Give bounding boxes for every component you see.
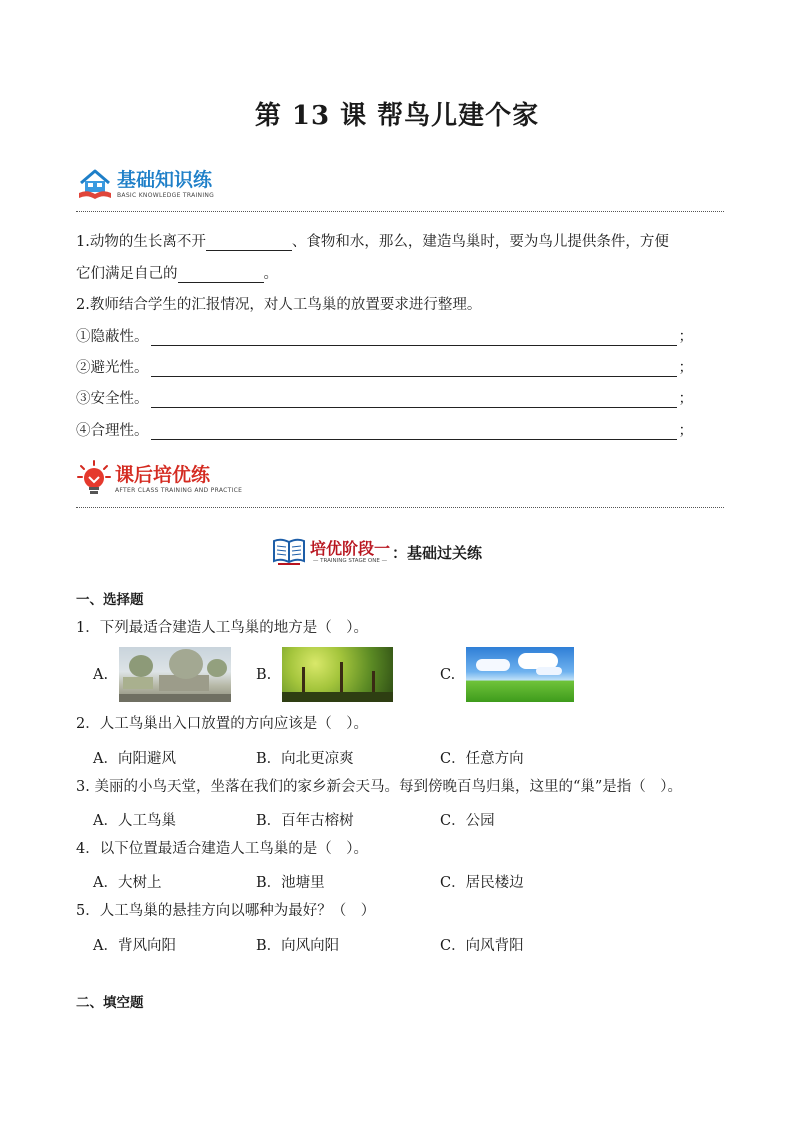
answer-line[interactable]: [151, 361, 677, 377]
option-c[interactable]: C.: [440, 667, 456, 683]
requirement-row: [76, 328, 693, 346]
requirement-row: [76, 422, 693, 440]
page-title: 第 13 课 帮鸟儿建个家: [254, 101, 540, 131]
mc-question-stem: 2．人工鸟巢出入口放置的方向应该是（ ）。: [76, 716, 368, 732]
q1-text-line2: 它们满足自己的: [76, 266, 178, 282]
stage-colon: ：: [392, 543, 408, 562]
option-c[interactable]: C．公园: [440, 813, 495, 829]
option-a[interactable]: A．人工鸟巢: [93, 813, 176, 829]
requirement-row: [76, 359, 693, 377]
requirement-row: [76, 390, 693, 408]
semicolon: ；: [678, 391, 693, 407]
basic-question-1-line2: [76, 265, 278, 283]
answer-blank[interactable]: [206, 235, 292, 251]
banner-subtitle: BASIC KNOWLEDGE TRAINING: [117, 191, 215, 199]
option-a[interactable]: A．大树上: [93, 875, 162, 891]
option-a[interactable]: A．向阳避风: [93, 751, 176, 767]
stage-title: 培优阶段一: [310, 539, 391, 558]
semicolon: ；: [678, 329, 693, 345]
stage-subtitle: — TRAINING STAGE ONE —: [312, 558, 388, 564]
answer-blank[interactable]: [178, 267, 264, 283]
mc-question-stem: 1．下列最适合建造人工鸟巢的地方是（ ）。: [76, 620, 368, 636]
basic-knowledge-banner: [77, 168, 214, 200]
basic-question-1: [76, 233, 669, 251]
option-a[interactable]: A.: [93, 667, 109, 683]
option-b[interactable]: B．百年古榕树: [256, 813, 354, 829]
option-b[interactable]: B．池塘里: [256, 875, 325, 891]
mc-question-stem: 3. 美丽的小鸟天堂，坐落在我们的家乡新会天马。每到傍晚百鸟归巢，这里的“巢”是指（ ）。: [76, 779, 683, 795]
answer-line[interactable]: [151, 330, 677, 346]
banner-title: 课后培优练: [115, 463, 211, 486]
option-b[interactable]: B．向北更凉爽: [256, 751, 354, 767]
stage-label: 基础过关练: [407, 543, 483, 562]
answer-line[interactable]: [151, 424, 677, 440]
dotted-divider: [76, 507, 724, 508]
requirement-label: ④合理性。: [76, 423, 149, 439]
training-stage-header: [272, 537, 482, 567]
option-a-rooftop-trees-image[interactable]: [119, 647, 231, 702]
option-c[interactable]: C．居民楼边: [440, 875, 524, 891]
semicolon: ；: [678, 423, 693, 439]
basic-question-2: 2.教师结合学生的汇报情况，对人工鸟巢的放置要求进行整理。: [76, 297, 482, 313]
dotted-divider: [76, 211, 724, 212]
mc-question-stem: 4．以下位置最适合建造人工鸟巢的是（ ）。: [76, 841, 368, 857]
requirement-label: ②避光性。: [76, 360, 149, 376]
option-b[interactable]: B．向风向阳: [256, 938, 340, 954]
requirement-label: ①隐蔽性。: [76, 329, 149, 345]
answer-line[interactable]: [151, 392, 677, 408]
section-heading: 二、填空题: [76, 995, 144, 1011]
q1-text-part1: 1.动物的生长离不开: [76, 234, 206, 250]
q1-text-end: 。: [263, 266, 278, 282]
house-book-icon: [77, 168, 113, 200]
option-c[interactable]: C．任意方向: [440, 751, 524, 767]
option-a[interactable]: A．背风向阳: [93, 938, 176, 954]
option-b-forest-image[interactable]: [282, 647, 393, 702]
option-c[interactable]: C．向风背阳: [440, 938, 524, 954]
requirement-label: ③安全性。: [76, 391, 149, 407]
after-class-banner: [77, 460, 242, 498]
q1-text-part2: 、食物和水，那么，建造鸟巢时，要为鸟儿提供条件，方便: [291, 234, 669, 250]
banner-title: 基础知识练: [117, 168, 213, 191]
banner-subtitle: AFTER CLASS TRAINING AND PRACTICE: [115, 486, 243, 494]
semicolon: ；: [678, 360, 693, 376]
lightbulb-icon: [77, 460, 111, 498]
mc-question-stem: 5．人工鸟巢的悬挂方向以哪种为最好？（ ）: [76, 903, 376, 919]
open-book-icon: [272, 537, 306, 567]
section-heading: 一、选择题: [76, 592, 144, 608]
option-b[interactable]: B.: [256, 667, 272, 683]
option-c-sky-grassland-image[interactable]: [466, 647, 574, 702]
